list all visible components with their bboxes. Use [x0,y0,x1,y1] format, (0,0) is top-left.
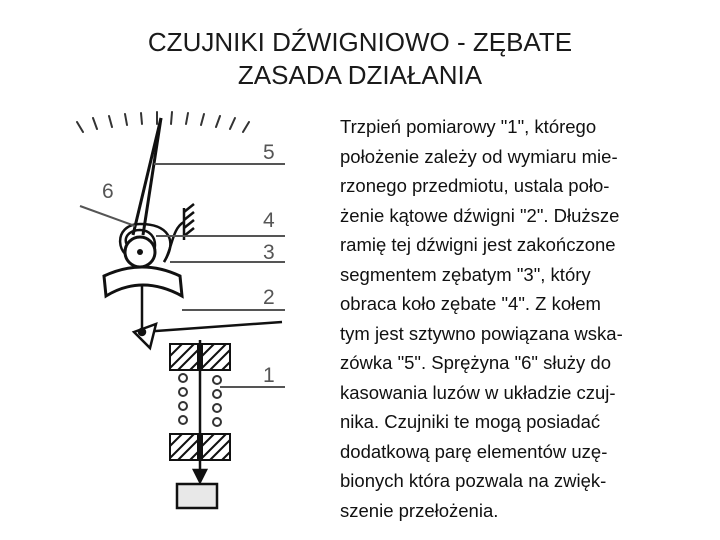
text-line: ramię tej dźwigni jest zakończone [340,234,616,255]
text-line: rzonego przedmiotu, ustala poło- [340,175,610,196]
slide-title [0,26,720,92]
label-spindle: 1 [263,364,275,387]
label-spring: 6 [102,180,114,203]
title-line-1: CZUJNIKI DŹWIGNIOWO - ZĘBATE [147,27,573,57]
dial-indicator-diagram [60,100,300,520]
pointer [133,118,161,235]
title-line-2: ZASADA DZIAŁANIA [237,60,483,90]
label-gear: 4 [263,209,275,232]
text-line: nika. Czujniki te mogą posiadać [340,411,601,432]
text-line: dodatkową parę elementów uzę- [340,440,608,462]
text-line: Trzpień pomiarowy "1", którego [340,116,597,137]
text-line: obraca koło zębate "4". Z kołem [340,293,601,314]
lever-pivot [134,324,156,348]
text-line: tym jest sztywno powiązana wska- [340,322,623,344]
scale-ticks [77,112,249,132]
workpiece [177,484,217,508]
text-line: położenie zależy od wymiaru mie- [340,145,618,167]
text-line: zówka "5". Sprężyna "6" służy do [340,352,612,373]
text-line: szenie przełożenia. [340,499,499,521]
text-line: segmentem zębatym "3", który [340,263,591,285]
label-segment: 3 [263,241,275,264]
label-lever: 2 [263,286,275,309]
text-line: żenie kątowe dźwigni "2". Dłuższe [340,204,620,226]
description-text [340,112,700,525]
spring-anchor [164,204,194,262]
label-pointer: 5 [263,141,275,164]
text-line: bionych która pozwala na zwięk- [340,470,607,491]
text-line: kasowania luzów w układzie czuj- [340,381,616,403]
